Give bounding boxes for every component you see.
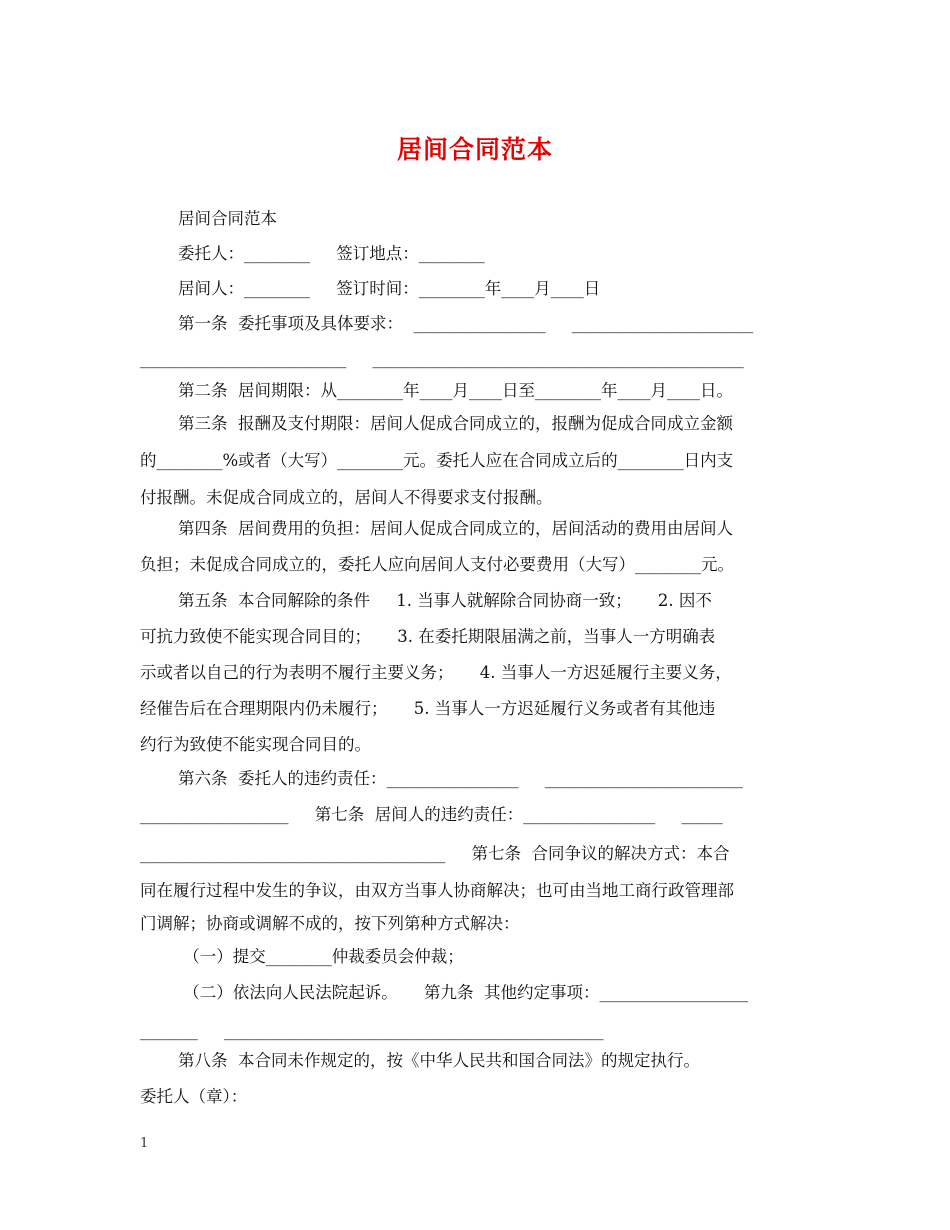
- body-line-client: 委托人：________ 签订地点：________: [178, 244, 485, 263]
- body-line-article7-dispute: _____________________________________ 第七条 合同争议的解决方式：本合: [140, 844, 730, 863]
- body-line-dispute-cont: 同在履行过程中发生的争议，由双方当事人协商解决；也可由当地工商行政管理部: [140, 881, 734, 900]
- document-title: 居间合同范本: [396, 135, 553, 164]
- body-line-article2: 第二条 居间期限：从________年____月____日至________年____月____日。: [178, 381, 733, 400]
- page-number: 1: [140, 1136, 149, 1151]
- body-line-article5-end: 约行为致使不能实现合同目的。: [140, 735, 371, 754]
- body-line-heading: 居间合同范本: [178, 209, 277, 228]
- body-line-dispute-end: 门调解；协商或调解不成的，按下列第种方式解决：: [140, 914, 520, 933]
- body-line-article3-cont: 的________%或者（大写）________元。委托人应在合同成立后的________日内支: [140, 451, 734, 470]
- body-line-article1-blank: _________________________ _____________________________________________: [140, 349, 744, 368]
- body-line-option2: （二）依法向人民法院起诉。 第九条 其他约定事项：__________________: [178, 983, 748, 1002]
- body-line-article3-end: 付报酬。未促成合同成立的，居间人不得要求支付报酬。: [140, 488, 553, 507]
- body-line-article5: 第五条 本合同解除的条件 1. 当事人就解除合同协商一致； 2. 因不: [178, 591, 712, 610]
- body-line-article4: 第四条 居间费用的负担：居间人促成合同成立的，居间活动的费用由居间人: [178, 519, 733, 538]
- body-line-article5-cont2: 示或者以自己的行为表明不履行主要义务； 4. 当事人一方迟延履行主要义务，: [140, 663, 732, 682]
- body-line-article5-cont1: 可抗力致使不能实现合同目的； 3. 在委托期限届满之前，当事人一方明确表: [140, 627, 716, 646]
- body-line-other-blank: _______ ______________________________________________: [140, 1021, 604, 1040]
- body-line-option1: （一）提交________仲裁委员会仲裁；: [178, 947, 464, 966]
- body-line-article3: 第三条 报酬及支付期限：居间人促成合同成立的，报酬为促成合同成立金额: [178, 414, 733, 433]
- body-line-article7-broker: __________________ 第七条 居间人的违约责任：________________ _____: [140, 805, 723, 824]
- body-line-article1: 第一条 委托事项及具体要求： ________________ ______________________: [178, 314, 754, 333]
- body-line-article4-end: 负担；未促成合同成立的，委托人应向居间人支付必要费用（大写）________元。: [140, 555, 734, 574]
- body-line-signature: 委托人（章）：: [140, 1087, 248, 1106]
- body-line-article6: 第六条 委托人的违约责任：________________ ________________________: [178, 769, 743, 788]
- body-line-article5-cont3: 经催告后在合理期限内仍未履行； 5. 当事人一方迟延履行义务或者有其他违: [140, 699, 716, 718]
- body-line-article8: 第八条 本合同未作规定的，按《中华人民共和国合同法》的规定执行。: [178, 1051, 700, 1070]
- body-line-broker: 居间人：________ 签订时间：________年____月____日: [178, 279, 601, 298]
